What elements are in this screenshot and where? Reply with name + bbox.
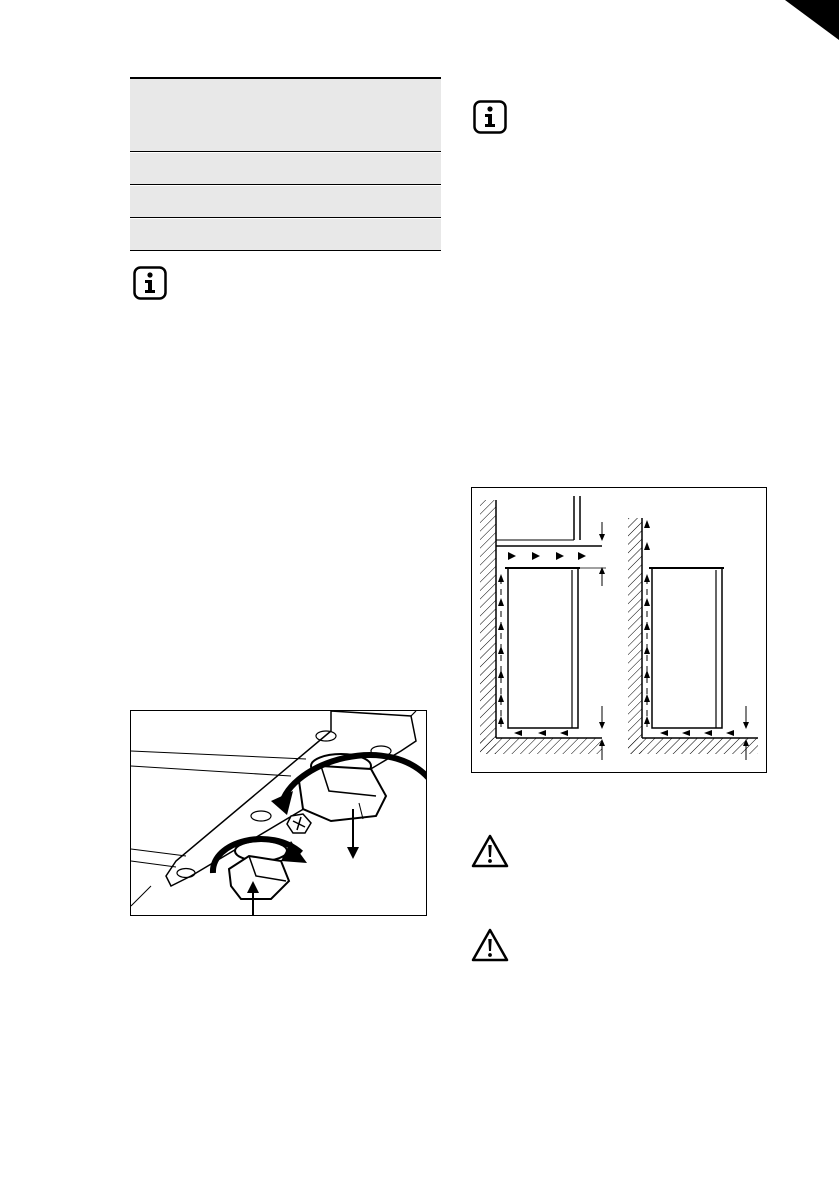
table-header-row xyxy=(130,77,441,152)
table-row xyxy=(130,186,441,218)
ventilation-figure xyxy=(471,487,767,773)
page-corner-mark xyxy=(785,0,839,40)
warning-icon xyxy=(471,928,509,962)
ventilation-diagram xyxy=(472,488,766,772)
table-row xyxy=(130,153,441,185)
adjustable-feet-figure xyxy=(130,710,427,916)
feet-illustration xyxy=(131,711,426,915)
warning-icon xyxy=(471,834,509,868)
info-icon xyxy=(133,266,167,300)
climate-class-table xyxy=(130,77,441,251)
info-icon xyxy=(473,100,507,134)
table-row xyxy=(130,219,441,251)
